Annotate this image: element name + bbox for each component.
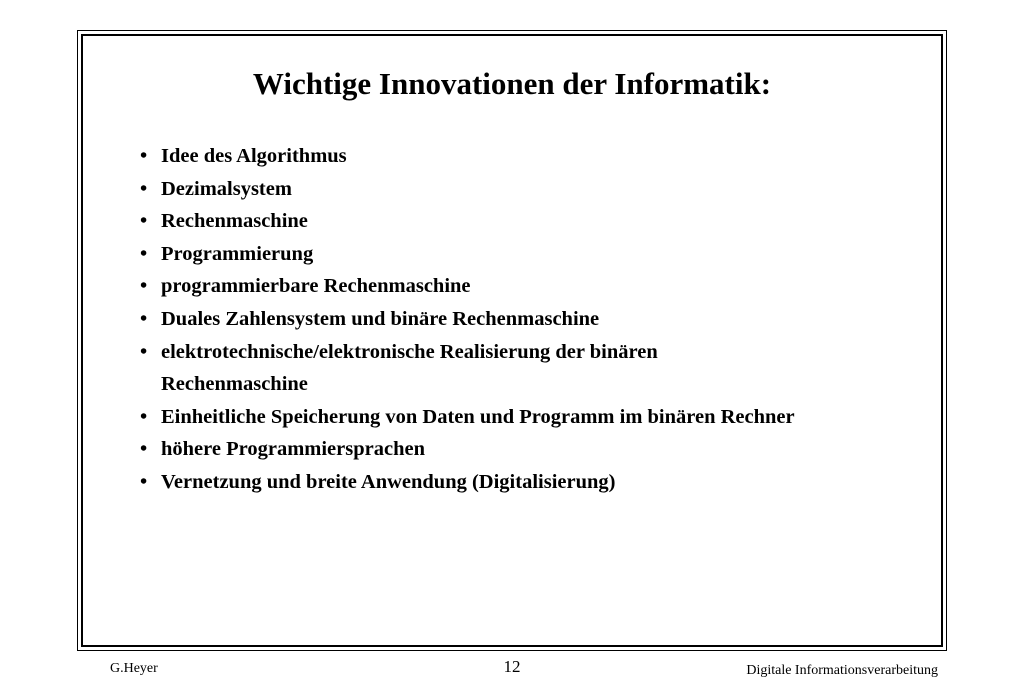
list-item bbox=[140, 270, 761, 303]
list-item bbox=[140, 238, 761, 271]
list-item-text: Vernetzung und breite Anwendung (Digitalisierung) bbox=[161, 470, 616, 493]
list-item-text: elektrotechnische/elektronische Realisierung der binären Rechenmaschine bbox=[161, 340, 658, 396]
bullet-icon: • bbox=[140, 438, 148, 461]
list-item bbox=[140, 173, 761, 206]
list-item-text: Idee des Algorithmus bbox=[161, 145, 347, 167]
list-item bbox=[140, 466, 761, 499]
list-item-text: Duales Zahlensystem und binäre Rechenmaschine bbox=[161, 307, 600, 330]
bullet-icon: • bbox=[140, 275, 148, 298]
list-item bbox=[140, 205, 761, 238]
bullet-icon: • bbox=[140, 470, 148, 493]
list-item-text: Einheitliche Speicherung von Daten und Programm im binären Rechner bbox=[161, 405, 795, 428]
list-item bbox=[140, 303, 761, 336]
bullet-icon: • bbox=[140, 145, 148, 167]
footer-author: G.Heyer bbox=[110, 661, 158, 676]
bullet-icon: • bbox=[140, 210, 148, 233]
list-item bbox=[140, 140, 761, 173]
bullet-icon: • bbox=[140, 405, 148, 428]
list-item-text: programmierbare Rechenmaschine bbox=[161, 275, 471, 298]
bullet-icon: • bbox=[140, 340, 148, 363]
bullet-icon: • bbox=[140, 242, 148, 265]
list-item bbox=[140, 433, 761, 466]
bullet-list bbox=[140, 140, 941, 499]
bullet-icon: • bbox=[140, 307, 148, 330]
bullet-icon: • bbox=[140, 177, 148, 200]
list-item-text: Rechenmaschine bbox=[161, 210, 308, 233]
list-item-text: Programmierung bbox=[161, 242, 314, 265]
footer-course-title: Digitale Informationsverarbeitung bbox=[746, 663, 938, 678]
list-item-text: höhere Programmiersprachen bbox=[161, 438, 425, 461]
slide-title: Wichtige Innovationen der Informatik: bbox=[252, 66, 772, 101]
list-item-text: Dezimalsystem bbox=[161, 177, 292, 200]
page-number: 12 bbox=[503, 657, 521, 676]
list-item bbox=[140, 401, 941, 434]
list-item bbox=[140, 336, 751, 401]
